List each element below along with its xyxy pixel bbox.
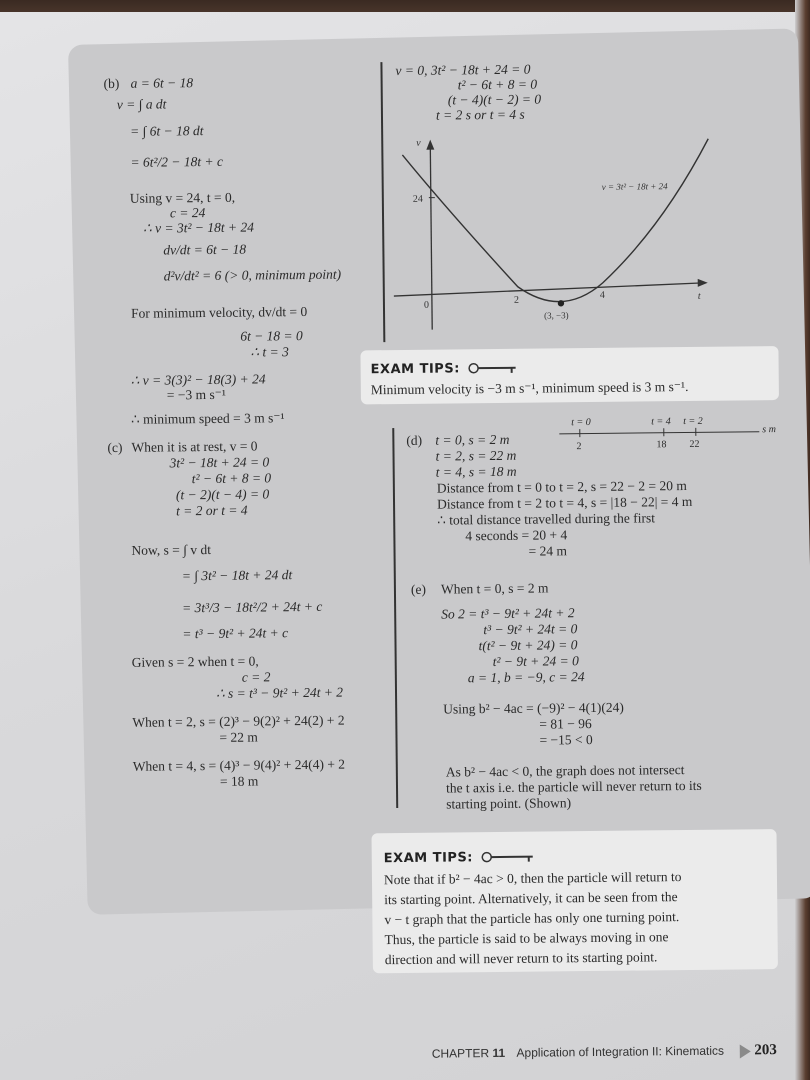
eq-line: a = 1, b = −9, c = 24 [467, 669, 585, 686]
eq-line: = t³ − 9t² + 24t + c [182, 625, 289, 642]
key-icon [481, 851, 535, 864]
eq-line: = 24 m [528, 543, 567, 559]
curve [402, 139, 710, 303]
exam-tip-title: EXAM TIPS: [370, 361, 460, 378]
eq-line: ∴ minimum speed = 3 m s⁻¹ [131, 410, 285, 427]
eq-line: = −15 < 0 [539, 731, 593, 748]
eq-line: starting point. (Shown) [446, 795, 572, 812]
chapter-number: 11 [492, 1045, 506, 1061]
eq-line: = ∫ 3t² − 18t + 24 dt [181, 567, 293, 584]
page-footer [432, 1042, 777, 1063]
eq-line: ∴ total distance travelled during the first [437, 510, 656, 528]
t-axis [394, 283, 706, 296]
eq-line: dv/dt = 6t − 18 [163, 241, 247, 258]
nl-top-label: t = 2 [683, 415, 703, 428]
eq-line: t = 4, s = 18 m [435, 463, 517, 480]
nl-bottom-label: 18 [656, 439, 667, 451]
eq-line: (t − 2)(t − 4) = 0 [175, 486, 270, 503]
nl-unit: s m [762, 424, 776, 436]
part-e-label: (e) [410, 581, 426, 597]
page-number: 203 [754, 1042, 777, 1059]
number-line [559, 415, 776, 462]
eq-line: 3t² − 18t + 24 = 0 [169, 454, 270, 471]
tick-4: 4 [599, 289, 605, 301]
eq-line: Distance from t = 0 to t = 2, s = 22 − 2 = 20 m [436, 477, 687, 496]
eq-line: So 2 = t³ − 9t² + 24t + 2 [441, 605, 575, 622]
eq-line: t² − 9t + 24 = 0 [492, 653, 579, 670]
eq-line: For minimum velocity, dv/dt = 0 [130, 303, 308, 321]
eq-line: v = ∫ a dt [116, 96, 167, 112]
exam-tip-title: EXAM TIPS: [383, 850, 474, 867]
part-b-label: (b) [103, 75, 120, 92]
eq-line: t(t² − 9t + 24) = 0 [478, 637, 578, 654]
eq-line: t = 2 or t = 4 [176, 502, 248, 519]
eq-line: t² − 6t + 8 = 0 [457, 76, 538, 93]
curve-label: v = 3t² − 18t + 24 [601, 181, 668, 192]
eq-line: t = 0, s = 2 m [435, 431, 510, 448]
exam-tip-line: v − t graph that the particle has only one turning point. [384, 909, 680, 928]
exam-tip-text: Minimum velocity is −3 m s⁻¹, minimum speed is 3 m s⁻¹. [370, 378, 689, 398]
page-arrow-icon [739, 1044, 750, 1058]
column-divider [392, 428, 397, 808]
exam-tip-line: its starting point. Alternatively, it can be seen from the [384, 889, 678, 908]
eq-line: ∴ s = t³ − 9t² + 24t + 2 [215, 684, 344, 701]
eq-line: t² − 6t + 8 = 0 [191, 470, 272, 487]
eq-line: = 6t²/2 − 18t + c [130, 153, 224, 170]
t-axis-label: t [697, 290, 701, 302]
eq-line: Given s = 2 when t = 0, [131, 653, 259, 670]
nl-top-label: t = 0 [571, 416, 591, 429]
eq-line: As b² − 4ac < 0, the graph does not intersect [445, 762, 685, 780]
eq-line: t = 2, s = 22 m [435, 447, 517, 464]
exam-tip-box [360, 346, 779, 404]
eq-line: = 18 m [219, 773, 259, 789]
eq-line: = 81 − 96 [539, 716, 592, 732]
min-point-label: (3, −3) [544, 310, 569, 321]
velocity-time-graph [386, 126, 748, 340]
eq-line: ∴ t = 3 [250, 344, 289, 360]
exam-tip-line: Note that if b² − 4ac > 0, then the particle will return to [383, 869, 682, 888]
v-axis [430, 144, 432, 330]
tick-24: 24 [412, 193, 423, 205]
eq-line: c = 24 [169, 205, 206, 221]
chapter-title: Application of Integration II: Kinematics [516, 1043, 725, 1060]
v-axis-label: v [416, 137, 421, 149]
t-axis-arrow-icon [698, 279, 708, 287]
eq-line: Distance from t = 2 to t = 4, s = |18 − 22| = 4 m [436, 493, 693, 512]
eq-line: t³ − 9t² + 24t = 0 [483, 621, 578, 638]
nl-bottom-label: 2 [576, 441, 582, 453]
eq-line: When t = 0, s = 2 m [440, 580, 549, 597]
tick-0: 0 [423, 299, 430, 311]
eq-line: When it is at rest, v = 0 [131, 438, 258, 455]
eq-line: v = 0, 3t² − 18t + 24 = 0 [395, 61, 531, 79]
eq-line: When t = 2, s = (2)³ − 9(2)² + 24(2) + 2 [132, 712, 345, 730]
eq-line: t = 2 s or t = 4 s [435, 106, 525, 123]
eq-line: (t − 4)(t − 2) = 0 [447, 91, 542, 108]
eq-line: Using b² − 4ac = (−9)² − 4(1)(24) [443, 699, 624, 717]
eq-line: 6t − 18 = 0 [240, 328, 303, 344]
eq-line: = 22 m [219, 729, 258, 745]
nl-top-label: t = 4 [651, 416, 671, 428]
eq-line: ∴ v = 3t² − 18t + 24 [143, 219, 255, 236]
eq-line: When t = 4, s = (4)³ − 9(4)² + 24(4) + 2 [132, 756, 346, 774]
nl-bottom-label: 22 [689, 438, 700, 450]
exam-tip-box [371, 829, 777, 973]
eq-line: = 3t³/3 − 18t²/2 + 24t + c [182, 598, 323, 616]
part-d-label: (d) [406, 432, 423, 448]
column-divider [380, 62, 384, 342]
eq-line: 4 seconds = 20 + 4 [465, 527, 568, 544]
eq-line: = −3 m s⁻¹ [166, 386, 226, 403]
eq-line: c = 2 [241, 669, 271, 685]
exam-tip-line: Thus, the particle is said to be always moving in one [384, 929, 669, 948]
key-icon [468, 362, 518, 375]
v-axis-arrow-icon [426, 140, 434, 150]
eq-line: d²v/dt² = 6 (> 0, minimum point) [163, 266, 342, 284]
eq-line: a = 6t − 18 [130, 75, 194, 91]
eq-line: Using v = 24, t = 0, [129, 189, 236, 206]
part-c-label: (c) [107, 439, 123, 456]
exam-tip-line: direction and will never return to its starting point. [384, 949, 658, 968]
chapter-word: CHAPTER [431, 1046, 490, 1061]
eq-line: ∴ v = 3(3)² − 18(3) + 24 [130, 371, 266, 388]
eq-line: the t axis i.e. the particle will never return to its [445, 777, 702, 796]
eq-line: = ∫ 6t − 18 dt [130, 123, 204, 139]
tick-2: 2 [513, 294, 519, 306]
eq-line: Now, s = ∫ v dt [131, 541, 212, 558]
